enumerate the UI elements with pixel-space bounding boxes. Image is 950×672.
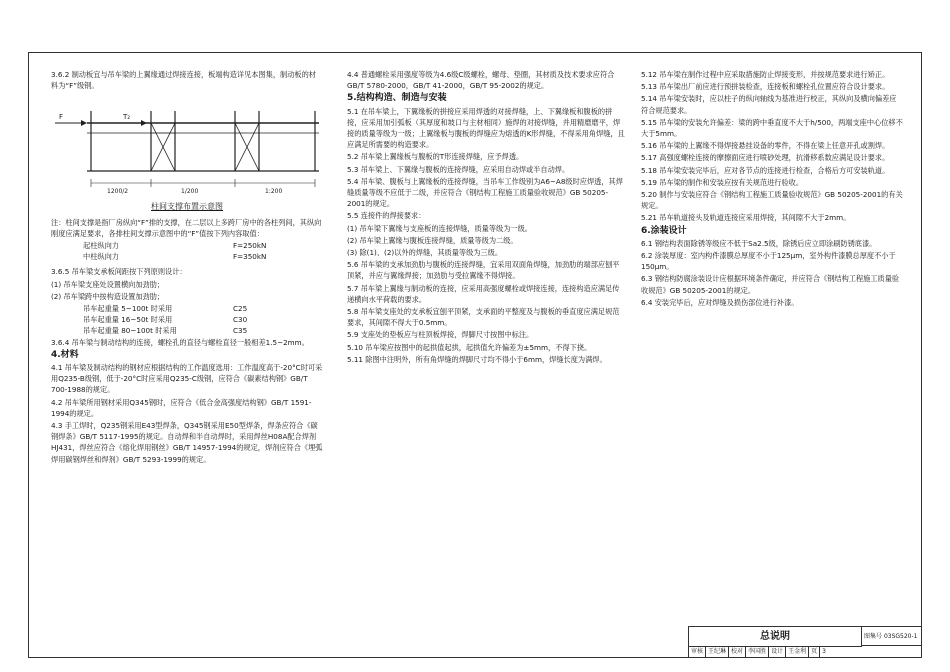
clause-4-1: 4.1 吊车梁及制动结构的钢材应根据结构的工作温度选用：工作温度高于-20°C时可采用Q235-B级钢，低于-20°C时应采用Q235-C级钢，应符合《碳素结构钢》GB/T 700-1988的规定。: [51, 363, 323, 395]
clause-5-4: 5.4 吊车梁、腹板与上翼缘板的连接焊缝，当吊车工作级别为A6~A8级时应焊透，其焊缝质量等级不应低于二级，并应符合《钢结构工程施工质量验收规范》GB 50205-2001的规定。: [347, 176, 623, 209]
signature-row: [689, 646, 921, 657]
clause-5-8: 5.8 吊车梁支座处的支承板宜刨平顶紧，支承面的平整度及与腹板的垂直度应满足规范要求，其间隙不得大于0.5mm。: [347, 307, 620, 328]
label-t2: T₂: [123, 113, 131, 122]
clause-4-3: 4.3 手工焊时，Q235钢采用E43型焊条，Q345钢采用E50型焊条，焊条应符合《碳钢焊条》GB/T 5117-1995的规定。自动焊和半自动焊时，采用焊丝H08A配合焊剂HJ431，焊丝应符合《熔化焊用钢丝》GB/T 14957-1994的规定，焊剂应符合《埋弧焊用碳钢焊丝和焊剂》GB/T 5293-1999的规定。: [51, 421, 323, 464]
clause-5-15: 5.15 吊车梁的安装允许偏差：梁的跨中垂直度不大于h/500，两端支座中心位移不大于5mm。: [641, 117, 903, 139]
clause-4-2: 4.2 吊车梁所用钢材采用Q345钢时，应符合《低合金高强度结构钢》GB/T 1591-1994的规定。: [51, 397, 312, 418]
list-item-1: (1) 吊车梁支座处设置横向加劲肋；: [51, 279, 165, 289]
clause-5-9: 5.9 支座处的垫板应与柱顶板焊接，焊脚尺寸按图中标注。: [347, 330, 534, 340]
clause-6-2: 6.2 涂装厚度：室内构件漆膜总厚度不小于125μm，室外构件漆膜总厚度不小于150μm。: [641, 251, 896, 272]
clause-5-18: 5.18 吊车梁安装完毕后，应对各节点的连接进行检查，合格后方可安装轨道。: [641, 165, 890, 175]
clause-3-6-5: 3.6.5 吊车梁支承板间距按下列原则设计：: [51, 267, 187, 277]
grade-row-2: 吊车起重量 16~50t 时采用 C30: [83, 315, 248, 325]
tb-cell: 校对: [729, 646, 746, 657]
grade-row-1: 吊车起重量 5~100t 时采用 C25: [83, 304, 248, 314]
clause-5-14: 5.14 吊车梁安装时，应以柱子的纵向轴线为基准进行校正，其纵向及横向偏差应符合规范要求。: [641, 94, 897, 115]
tb-cell: 王纪琳: [706, 646, 729, 657]
tb-cell: 页: [809, 646, 820, 657]
clause-5-2: 5.2 吊车梁上翼缘板与腹板的T形连接焊缝，应予焊透。: [347, 152, 524, 162]
atlas-number: 图集号 03SG520-1: [861, 627, 921, 646]
clause-5-17: 5.17 高强度螺栓连接的摩擦面应进行喷砂处理，抗滑移系数应满足设计要求。: [641, 153, 890, 163]
clause-6-1: 6.1 钢结构表面除锈等级应不低于Sa2.5级，除锈后应立即涂刷防锈底漆。: [641, 238, 877, 248]
title-block: [688, 626, 921, 657]
bracing-diagram: [51, 93, 323, 197]
clause-3-6-4: 3.6.4 吊车梁与制动结构的连接，螺栓孔的直径与螺栓直径一般相差1.5~2mm。: [51, 337, 309, 347]
force-row-1: 起柱纵向力 F=250kN: [83, 241, 267, 251]
clause-4-4: 4.4 普通螺栓采用强度等级为4.6级C级螺栓，螺母、垫圈，其材质及技术要求应符合GB/T 5780-2000，GB/T 41-2000，GB/T 95-2002的规定。: [347, 70, 615, 91]
grade-row-3: 吊车起重量 80~100t 时采用 C35: [83, 326, 248, 336]
clause-5-13: 5.13 吊车梁出厂前应进行预拼装检查，连接板和螺栓孔位置应符合设计要求。: [641, 82, 890, 92]
clause-6-3: 6.3 钢结构防腐涂装设计应根据环境条件确定，并应符合《钢结构工程施工质量验收规范》GB 50205-2001的规定。: [641, 274, 900, 295]
clause-5-16: 5.16 吊车梁的上翼缘不得焊接悬挂设备的零件，不得在梁上任意开孔或割焊。: [641, 141, 890, 151]
column-right: [641, 69, 903, 309]
tb-cell: 3: [822, 648, 826, 655]
clause-5-19: 5.19 吊车梁的制作和安装应按有关规范进行验收。: [641, 177, 804, 187]
drawing-sheet: [28, 52, 922, 658]
clause-5-5: 5.5 连接件的焊接要求：: [347, 211, 426, 221]
clause-5-5-a: (1) 吊车梁下翼缘与支座板的连接焊缝，质量等级为一级。: [347, 223, 532, 233]
clause-5-5-b: (2) 吊车梁上翼缘与腹板连接焊缝，质量等级为二级。: [347, 235, 518, 245]
heading-materials: 4.材料: [51, 349, 79, 360]
diagram-note: 注：柱间支撑是指厂房纵向“F”排的支撑，在二层以上多跨厂房中的各柱列间，其纵向刚度应满足要求，各排柱间支撑示意图中的“F”值按下列内容取值：: [51, 217, 322, 238]
tb-cell: 王金利: [786, 646, 809, 657]
sheet-title: 总说明: [689, 627, 862, 647]
force-row-2: 中柱纵向力 F=350kN: [83, 252, 267, 262]
force-arrow-1-head: [81, 120, 87, 126]
column-middle: [347, 69, 625, 366]
clause-5-11: 5.11 除图中注明外，所有角焊缝的焊脚尺寸均不得小于6mm，焊缝长度为满焊。: [347, 354, 607, 364]
clause-5-21: 5.21 吊车轨道接头及轨道连接应采用焊接，其间隙不大于2mm。: [641, 213, 851, 223]
clause-5-7: 5.7 吊车梁上翼缘与制动板的连接，应采用高强度螺栓或焊接连接，连接构造应满足传递横向水平荷载的要求。: [347, 283, 620, 304]
column-left: [51, 69, 323, 466]
bracing-diagram-svg: [51, 93, 323, 197]
label-f: F: [59, 113, 64, 122]
tb-cell: 审核: [689, 646, 706, 657]
clause-6-4: 6.4 安装完毕后，应对焊缝及损伤部位进行补漆。: [641, 297, 799, 307]
dim-label-2: 1/200: [181, 188, 199, 196]
clause-5-1: 5.1 在吊车梁上，下翼缘板的拼接应采用焊透的对接焊缝，上、下翼缘板和腹板的拼接，应采用加引弧板（其厚度和坡口与主材相同）施焊的对接焊缝，并用精磨磨平，焊接的质量等级为一级；上翼缘板与腹板的焊缝应为熔透的K形焊缝，不得采用角焊缝，且应满足所需要的构造要求。: [347, 106, 625, 150]
dim-label-3: 1:200: [265, 188, 283, 196]
clause-5-20: 5.20 制作与安装应符合《钢结构工程施工质量验收规范》GB 50205-2001的有关规定。: [641, 190, 903, 211]
diagram-caption: 柱间支撑布置示意图: [151, 202, 223, 212]
clause-5-10: 5.10 吊车梁应按图中的起拱值起拱，起拱值允许偏差为±5mm，不得下挠。: [347, 342, 592, 352]
tb-cell: 设计: [769, 646, 786, 657]
dim-label-1: 1200/2: [107, 188, 129, 196]
clause-5-6: 5.6 吊车梁的支承加劲肋与腹板的连接焊缝，宜采用双面角焊缝，加劲肋的端部应刨平顶紧，并应与翼缘焊接；加劲肋与受拉翼缘不得焊接。: [347, 260, 620, 281]
tb-cell: 李国胜: [746, 646, 769, 657]
clause-3-6-2: 3.6.2 制动板宜与吊车梁的上翼缘通过焊接连接，板端构造详见本图集，制动板的材料为“F”级钢。: [51, 70, 316, 91]
list-item-2: (2) 吊车梁跨中按构造设置加劲肋；: [51, 291, 165, 301]
clause-5-5-c: (3) 除(1)、(2)以外的焊缝，其质量等级为三级。: [347, 248, 503, 258]
heading-coating: 6.涂装设计: [641, 225, 687, 236]
heading-structure: 5.结构构造、制造与安装: [347, 93, 447, 104]
clause-5-3: 5.3 吊车梁上、下翼缘与腹板的连接焊缝，应采用自动焊或半自动焊。: [347, 164, 570, 174]
clause-5-12: 5.12 吊车梁在制作过程中应采取措施防止焊接变形，并按规范要求进行矫正。: [641, 70, 890, 79]
